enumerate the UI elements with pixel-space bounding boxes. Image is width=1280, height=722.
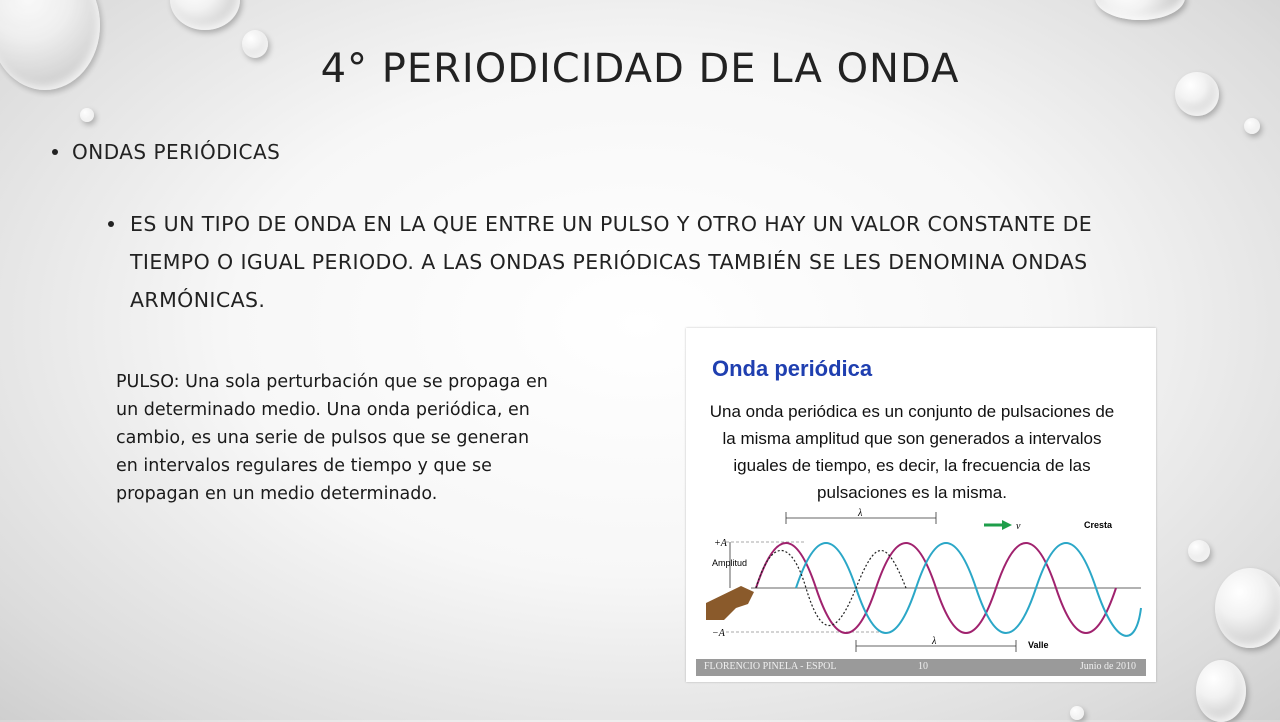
water-drop	[1188, 540, 1210, 562]
label-amplitude: Amplitud	[712, 558, 748, 568]
bullet-dot	[108, 221, 114, 227]
bullet-dot	[52, 149, 58, 155]
footer-date: Junio de 2010	[1079, 661, 1136, 672]
periodic-wave-figure	[686, 328, 1156, 682]
water-drop	[80, 108, 94, 122]
wave-diagram	[686, 508, 1156, 658]
hand-icon	[706, 586, 754, 620]
water-drop	[1215, 568, 1280, 648]
footer-author: FLORENCIO PINELA - ESPOL	[704, 661, 837, 672]
bullet-main-text: ONDAS PERIÓDICAS	[72, 140, 281, 164]
water-drop	[1095, 0, 1185, 20]
wave-cyan	[796, 543, 1141, 636]
water-drop	[1196, 660, 1246, 722]
label-minus-a: −A	[712, 628, 725, 639]
bullet-sub	[108, 205, 1168, 319]
velocity-arrow-head	[1002, 520, 1012, 530]
label-valley: Valle	[1028, 640, 1049, 650]
footer-page: 10	[918, 661, 928, 672]
water-drop	[1070, 706, 1084, 720]
figure-footer	[696, 659, 1146, 676]
label-velocity: v	[1016, 521, 1021, 532]
pulse-note: PULSO: Una sola perturbación que se propaga en un determinado medio. Una onda periódica, en cambio, es una serie de pulsos que se generan en intervalos regulares de tiempo y que se propagan en un medio determinado.	[116, 372, 548, 504]
water-drop	[170, 0, 240, 30]
water-drop	[1244, 118, 1260, 134]
figure-title: Onda periódica	[712, 356, 873, 381]
label-lambda-bottom: λ	[932, 636, 937, 647]
label-plus-a: +A	[714, 538, 727, 549]
bullet-sub-text: ES UN TIPO DE ONDA EN LA QUE ENTRE UN PULSO Y OTRO HAY UN VALOR CONSTANTE DE TIEMPO O IGUAL PERIODO. A LAS ONDAS PERIÓDICAS TAMBIÉN SE LES DENOMINA ONDAS ARMÓNICAS.	[130, 212, 1093, 312]
label-lambda-top: λ	[858, 508, 863, 519]
bullet-main	[52, 140, 280, 164]
slide-title: 4° PERIODICIDAD DE LA ONDA	[320, 46, 960, 92]
label-crest: Cresta	[1084, 520, 1113, 530]
figure-description: Una onda periódica es un conjunto de pulsaciones de la misma amplitud que son generados a intervalos iguales de tiempo, es decir, la frecuencia de las pulsaciones es la misma.	[709, 402, 1115, 502]
